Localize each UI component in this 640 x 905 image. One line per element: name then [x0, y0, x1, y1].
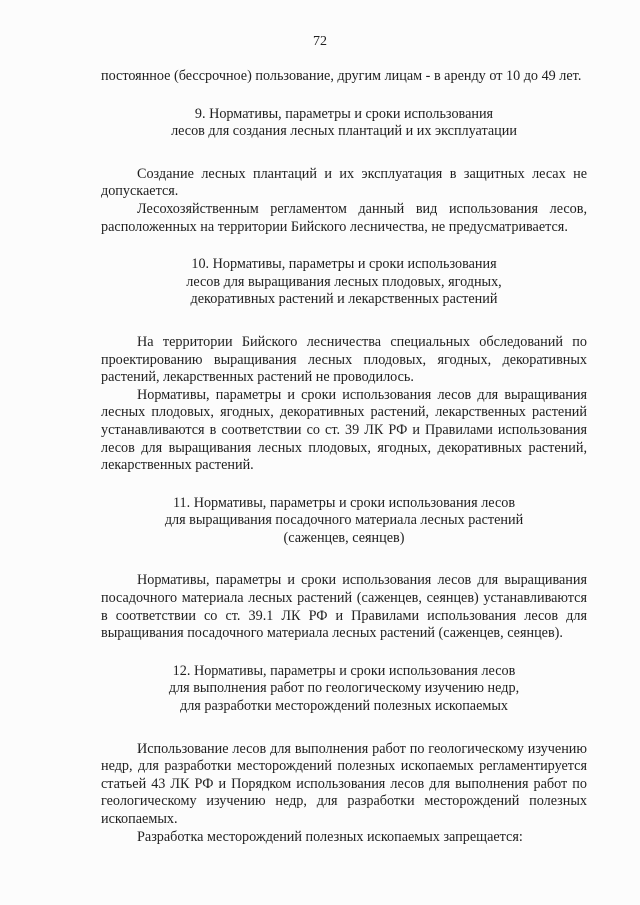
section-heading-line: лесов для создания лесных плантаций и их эксплуатации	[171, 123, 517, 140]
paragraph: Использование лесов для выполнения работ по геологическому изучению недр, для разработки месторождений полезных ископаемых регламентируется статьей 43 ЛК РФ и Порядком использования лесов для выполнения работ по геологическому изучению недр, для разработки месторождений полезных ископаемых.	[101, 740, 587, 827]
page-content	[101, 68, 587, 846]
paragraph: Нормативы, параметры и сроки использования лесов для выращивания посадочного материала лесных растений (саженцев, сеянцев) устанавливаются в соответствии со ст. 39.1 ЛК РФ и Правилами использования лесов для выращивания посадочного материала лесных растений (саженцев, сеянцев).	[101, 572, 587, 642]
section-11	[101, 495, 587, 643]
paragraph: Разработка месторождений полезных ископаемых запрещается:	[137, 828, 523, 845]
section-12	[101, 663, 587, 846]
section-9	[101, 106, 587, 237]
section-heading-line: 9. Нормативы, параметры и сроки использования	[194, 105, 494, 122]
section-heading-line: 11. Нормативы, параметры и сроки использования лесов	[172, 494, 516, 511]
section-heading-line: для выполнения работ по геологическому изучению недр,	[168, 680, 520, 697]
section-heading-line: 10. Нормативы, параметры и сроки использования	[191, 256, 497, 273]
paragraph: Нормативы, параметры и сроки использования лесов для выращивания лесных плодовых, ягодных, декоративных растений, лекарственных растений устанавливаются в соответствии со ст. 39 ЛК РФ и Правилами использования лесов для выращивания лесных плодовых, ягодных, декоративных растений, лекарственных растений.	[101, 386, 587, 474]
paragraph: На территории Бийского лесничества специальных обследований по проектированию выращивания лесных плодовых, ягодных, декоративных растений, лекарственных растений не проводилось.	[101, 333, 587, 386]
section-heading-line: для выращивания посадочного материала лесных растений	[164, 512, 524, 529]
paragraph: Создание лесных плантаций и их эксплуатация в защитных лесах не допускается.	[101, 165, 587, 200]
section-heading-line: лесов для выращивания лесных плодовых, ягодных,	[186, 273, 502, 290]
section-heading-line: для разработки месторождений полезных ископаемых	[180, 698, 508, 715]
paragraph: Лесохозяйственным регламентом данный вид использования лесов, расположенных на территории Бийского лесничества, не предусматривается.	[101, 200, 587, 235]
section-heading-line: (саженцев, сеянцев)	[283, 529, 405, 546]
intro-paragraph: постоянное (бессрочное) пользование, другим лицам - в аренду от 10 до 49 лет.	[101, 68, 582, 84]
page-number: 72	[313, 34, 327, 49]
section-heading-line: 12. Нормативы, параметры и сроки использования лесов	[172, 662, 516, 679]
section-10	[101, 256, 587, 475]
section-heading-line: декоративных растений и лекарственных растений	[190, 291, 498, 308]
